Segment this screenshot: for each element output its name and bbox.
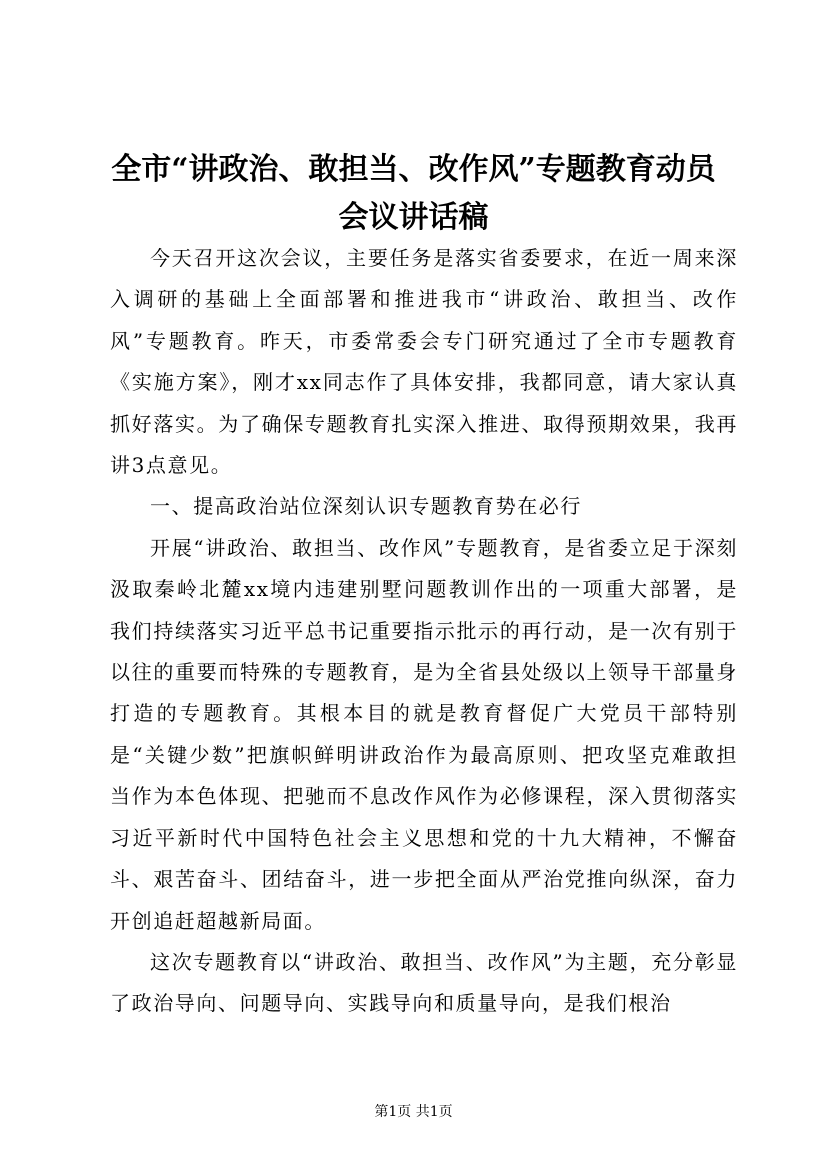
paragraph-intro: 今天召开这次会议，主要任务是落实省委要求，在近一周来深入调研的基础上全面部署和推进我市“讲政治、敢担当、改作风”专题教育。昨天，市委常委会专门研究通过了全市专题教育《实施方案》，刚才xx同志作了具体安排，我都同意，请大家认真抓好落实。为了确保专题教育扎实深入推进、取得预期效果，我再讲3点意见。 (110, 246, 738, 478)
page-footer: 第1页 共1页 (374, 1104, 453, 1120)
paragraph-section-1: 开展“讲政治、敢担当、改作风”专题教育，是省委立足于深刻汲取秦岭北麓xx境内违建别墅问题教训作出的一项重大部署，是我们持续落实习近平总书记重要指示批示的再行动，是一次有别于以往的重要而特殊的专题教育，是为全省县处级以上领导干部量身打造的专题教育。其根本目的就是教育督促广大党员干部特别是“关键少数”把旗帜鲜明讲政治作为最高原则、把攻坚克难敢担当作为本色体现、把驰而不息改作风作为必修课程，深入贯彻落实习近平新时代中国特色社会主义思想和党的十九大精神，不懈奋斗、艰苦奋斗、团结奋斗，进一步把全面从严治党推向纵深，奋力开创追赶超越新局面。 (110, 535, 738, 933)
section-heading-1: 一、提高政治站位深刻认识专题教育势在必行 (150, 494, 582, 519)
document-title: 全市“讲政治、敢担当、改作风”专题教育动员会议讲话稿 (111, 152, 716, 235)
document-body (110, 238, 738, 1025)
paragraph-theme: 这次专题教育以“讲政治、敢担当、改作风”为主题，充分彰显了政治导向、问题导向、实践导向和质量导向，是我们根治 (110, 949, 738, 1016)
